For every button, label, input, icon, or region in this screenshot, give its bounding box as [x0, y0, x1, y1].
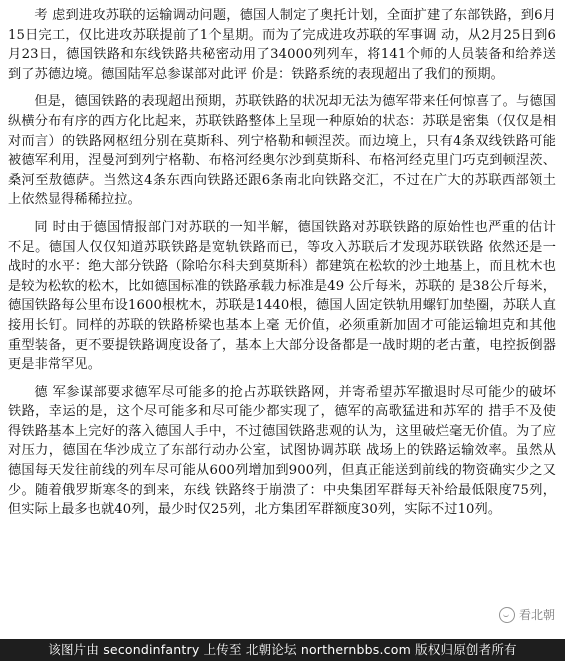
paragraph-2: 但是，德国铁路的表现超出预期，苏联铁路的状况却无法为德军带来任何惊喜了。与德国纵横分布有序的西方化比起来，苏联铁路整体上呈现一种原始的状态：苏联是密集（仅仅是相对而言）的铁路网枢纽分别在莫斯科、列宁格勒和顿涅茨。而边境上，只有4条双线铁路可能被德军利用，涅曼河到列宁格勒、布格河经奥尔沙到莫斯科、布格河经克里门巧克到顿涅茨、桑河至敖德萨。当然这4条东西向铁路还跟6条南北向铁路交汇，不过在广大的苏联西部领土上依然显得稀稀拉拉。	[8, 94, 556, 208]
watermark-text: 看北朝	[518, 608, 555, 622]
watermark	[499, 606, 555, 623]
paragraph-1: 考 虑到进攻苏联的运输调动问题，德国人制定了奥托计划，全面扩建了东部铁路，到6月15日完工，仅比进攻苏联提前了1个星期。而为了完成进攻苏联的军事调 动，从2月25日到6月23日，德国铁路和东线铁路共秘密动用了34000列列车，将141个师的人员装备和给养送到了苏德边境。德国陆军总参谋部对此评 价是：铁路系统的表现超出了我们的预期。	[8, 8, 556, 82]
paragraph-3: 同 时由于德国情报部门对苏联的一知半解，德国铁路对苏联铁路的原始性也严重的估计不足。德国人仅仅知道苏联铁路是宽轨铁路而已，等攻入苏联后才发现苏联铁路 依然还是一战时的水平：绝大部分铁路（除哈尔科夫到莫斯科）都建筑在松软的沙土地基上，而且枕木也是较为松软的松木，比如德国标准的铁路承载力标准是49 公斤每米，苏联的 是38公斤每米，德国铁路每公里布设1600根枕木，苏联是1440根，德国人固定铁轨用螺钉加垫圈，苏联人直接用长钉。同样的苏联的铁路桥梁也基本上毫 无价值，必须重新加固才可能运输坦克和其他重型装备，更不要提铁路调度设备了，基本上大部分设备都是一战时期的老古董，电控扳倒器更是非常罕见。	[8, 219, 556, 373]
footer-banner: 该图片由 secondinfantry 上传至 北朝论坛 northernbbs.com 版权归原创者所有	[0, 639, 565, 661]
wechat-icon	[499, 607, 515, 623]
paragraph-4: 德 军参谋部要求德军尽可能多的抢占苏联铁路网，并寄希望苏军撤退时尽可能少的破坏铁路，幸运的是，这个尽可能多和尽可能少都实现了，德军的高歌猛进和苏军的 措手不及使得铁路基本上完好的落入德国人手中，不过德国铁路悲观的认为，这里破烂毫无价值。为了应对压力，德国在华沙成立了东部行动办公室，试图协调苏联 战场上的铁路运输效率。虽然从德国每天发往前线的列车尽可能从600列增加到900列，但真正能送到前线的物资确实少之又少。随着俄罗斯寒冬的到来，东线 铁路终于崩溃了：中央集团军群每天补给最低限度75列，但实际上最多也就40列，最少时仅25列，北方集团军群额度30列，实际不过10列。	[8, 384, 556, 518]
article-body	[8, 6, 556, 528]
